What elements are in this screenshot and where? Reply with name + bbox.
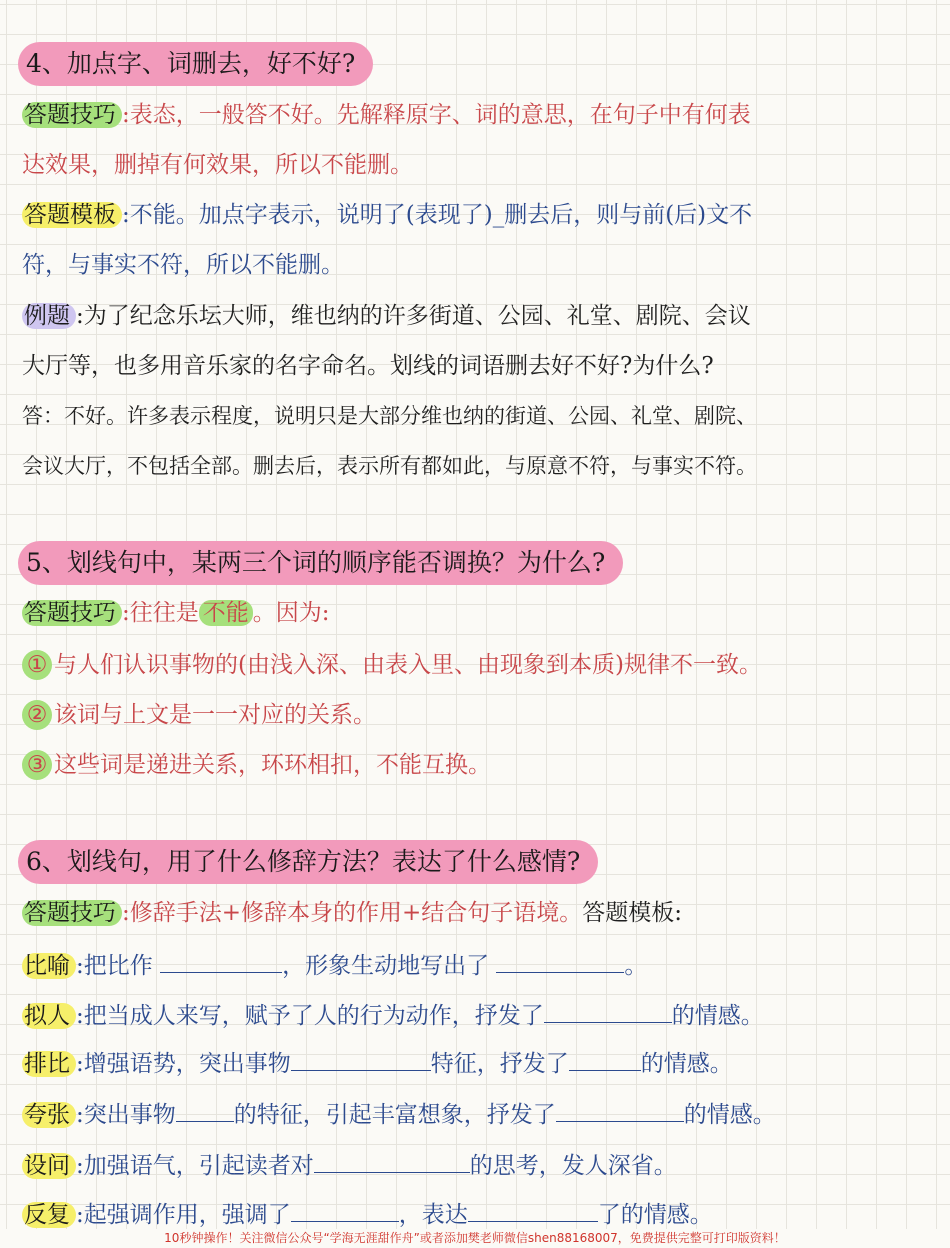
answer-blank <box>556 1099 684 1122</box>
answer-blank <box>496 950 624 973</box>
row-text-b: 的情感。 <box>671 1003 764 1029</box>
s5-item-3 <box>22 750 922 780</box>
s4-example-line <box>22 301 922 331</box>
skill-text: :表态，一般答不好。先解释原字、词的意思，在句子中有何表 <box>122 102 751 128</box>
s6-skill-line <box>22 898 922 928</box>
s4-template-line <box>22 200 922 230</box>
item-text: 与人们认识事物的(由浅入深、由表入里、由现象到本质)规律不一致。 <box>54 652 762 678</box>
rhetoric-label: 夸张 <box>22 1102 76 1128</box>
skill-post: 。因为: <box>252 600 330 626</box>
skill-label: 答题技巧 <box>22 102 122 128</box>
skill-highlight: 不能 <box>199 600 253 626</box>
s6-row-repetition <box>22 1199 922 1230</box>
rhetoric-label: 排比 <box>22 1051 76 1077</box>
s5-item-2 <box>22 700 922 730</box>
row-text-b: 特征，抒发了 <box>430 1051 569 1077</box>
row-text-c: 的情感。 <box>683 1102 776 1128</box>
s4-template-line2: 符，与事实不符，所以不能删。 <box>22 252 344 278</box>
row-text-a: :把当成人来写，赋予了人的行为动作，抒发了 <box>76 1003 544 1029</box>
row-text-a: :把比作 <box>76 953 153 979</box>
footer-promo-text: 10秒钟操作！关注微信公众号“学海无涯甜作舟”或者添加樊老师微信shen88168007，免费提供完整可打印版资料！ <box>0 1229 950 1248</box>
skill-pre: :往往是 <box>122 600 199 626</box>
row-text-c: 了的情感。 <box>597 1202 713 1228</box>
section-4-heading: 4、加点字、词删去，好不好? <box>18 42 373 86</box>
answer-blank <box>468 1199 598 1222</box>
answer-blank <box>569 1048 641 1071</box>
s6-row-rhetorical-question <box>22 1150 922 1181</box>
circled-number: ① <box>22 650 52 680</box>
row-text-c: 的情感。 <box>640 1051 733 1077</box>
answer-blank <box>544 1000 672 1023</box>
row-text-b: 的思考，发人深省。 <box>469 1153 677 1179</box>
template-text: :不能。加点字表示，说明了(表现了)_删去后，则与前(后)文不 <box>122 202 753 228</box>
s5-skill-line <box>22 598 922 628</box>
example-text: :为了纪念乐坛大师，维也纳的许多街道、公园、礼堂、剧院、会议 <box>76 303 751 329</box>
s4-skill-line <box>22 100 922 130</box>
s4-answer-line2: 会议大厅，不包括全部。删去后，表示所有都如此，与原意不符，与事实不符。 <box>22 454 757 478</box>
skill-label: 答题技巧 <box>22 900 122 926</box>
s6-row-parallelism <box>22 1048 922 1079</box>
rhetoric-label: 比喻 <box>22 953 76 979</box>
item-text: 这些词是递进关系，环环相扣，不能互换。 <box>54 752 491 778</box>
answer-blank <box>160 950 282 973</box>
skill-text: :修辞手法+修辞本身的作用+结合句子语境。 <box>122 900 583 926</box>
circled-number: ② <box>22 700 52 730</box>
circled-number: ③ <box>22 750 52 780</box>
template-label: 答题模板 <box>22 202 122 228</box>
section-5-heading: 5、划线句中，某两三个词的顺序能否调换？为什么? <box>18 541 623 585</box>
s6-row-personification <box>22 1000 922 1031</box>
s4-example-line2: 大厅等，也多用音乐家的名字命名。划线的词语删去好不好?为什么? <box>22 353 714 379</box>
answer-blank <box>291 1199 399 1222</box>
answer-blank <box>291 1048 431 1071</box>
section-6-heading: 6、划线句，用了什么修辞方法？表达了什么感情? <box>18 840 598 884</box>
rhetoric-label: 设问 <box>22 1153 76 1179</box>
s5-item-1 <box>22 650 922 680</box>
row-text-a: :起强调作用，强调了 <box>76 1202 291 1228</box>
row-text-c: 。 <box>624 953 648 979</box>
example-label: 例题 <box>22 303 76 329</box>
s4-skill-line2: 达效果，删掉有何效果，所以不能删。 <box>22 152 413 178</box>
s6-row-metaphor <box>22 950 922 981</box>
row-text-b: ，表达 <box>398 1202 468 1228</box>
row-text-b: ，形象生动地写出了 <box>282 953 490 979</box>
rhetoric-label: 反复 <box>22 1202 76 1228</box>
item-text: 该词与上文是一一对应的关系。 <box>54 702 376 728</box>
template-tail: 答题模板: <box>582 900 683 926</box>
rhetoric-label: 拟人 <box>22 1003 76 1029</box>
s4-answer-line: 答：不好。许多表示程度，说明只是大部分维也纳的街道、公园、礼堂、剧院、 <box>22 404 757 428</box>
row-text-b: 的特征，引起丰富想象，抒发了 <box>233 1102 556 1128</box>
answer-blank <box>176 1099 234 1122</box>
skill-label: 答题技巧 <box>22 600 122 626</box>
row-text-a: :增强语势，突出事物 <box>76 1051 291 1077</box>
answer-blank <box>314 1150 470 1173</box>
row-text-a: :突出事物 <box>76 1102 176 1128</box>
s6-row-hyperbole <box>22 1099 922 1130</box>
row-text-a: :加强语气，引起读者对 <box>76 1153 314 1179</box>
